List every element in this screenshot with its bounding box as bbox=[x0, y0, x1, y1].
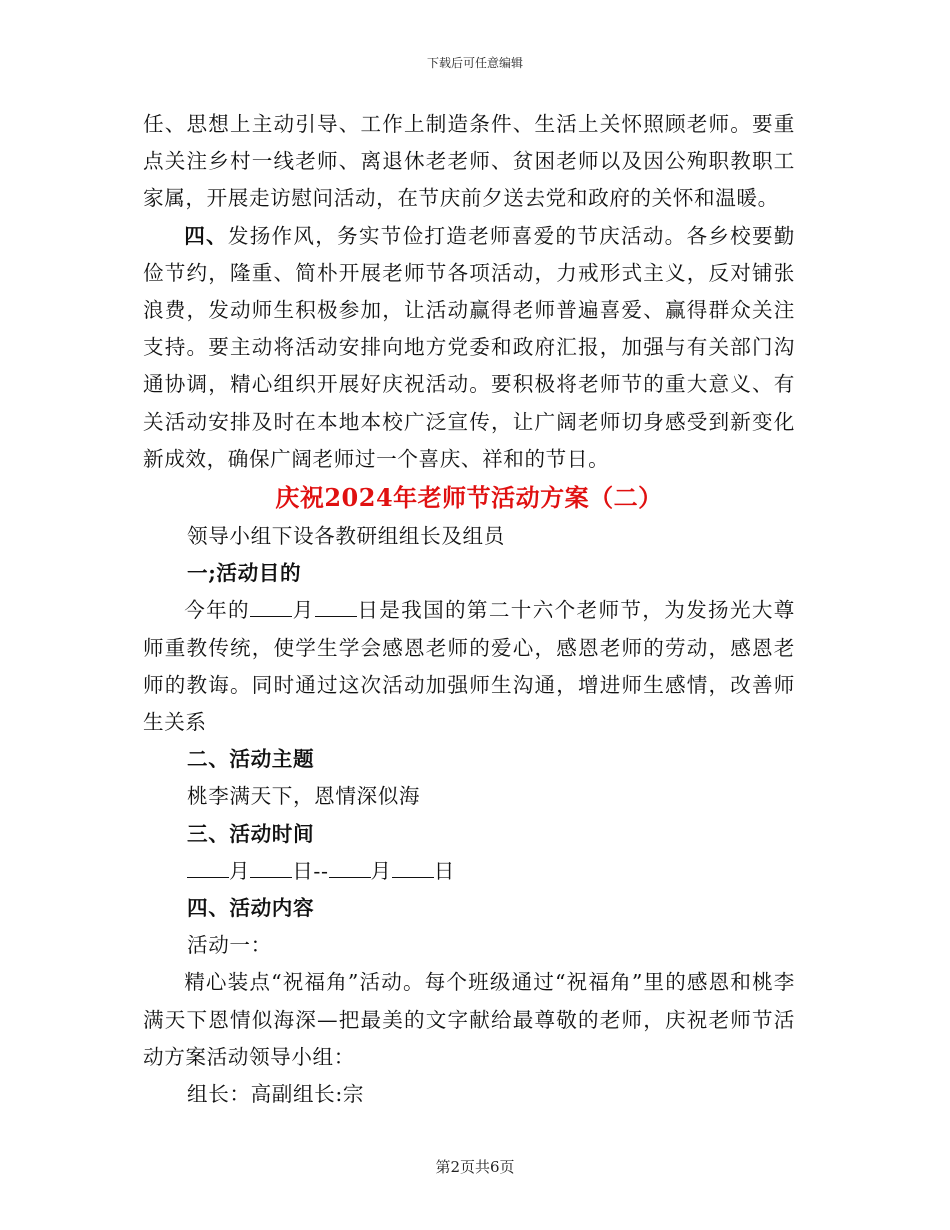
blank-line bbox=[250, 599, 292, 617]
date-month-2: 月 bbox=[370, 858, 392, 883]
paragraph-four bbox=[143, 218, 795, 478]
document-body bbox=[143, 106, 795, 1113]
blank-line bbox=[187, 860, 229, 878]
section-2-heading: 二、活动主题 bbox=[187, 747, 315, 772]
section-2-text: 桃李满天下，恩情深似海 bbox=[187, 784, 421, 809]
paragraph-four-lead: 四、 bbox=[184, 223, 228, 248]
paragraph-four-text: 发扬作风，务实节俭打造老师喜爱的节庆活动。各乡校要勤俭节约，隆重、简朴开展老师节各项活动，力戒形式主义，反对铺张浪费，发动师生积极参加，让活动赢得老师普遍喜爱、赢得群众关注支持。要主动将活动安排向地方党委和政府汇报，加强与有关部门沟通协调，精心组织开展好庆祝活动。要积极将老师节的重大意义、有关活动安排及时在本地本校广泛宣传，让广阔老师切身感受到新变化新成效，确保广阔老师过一个喜庆、祥和的节日。 bbox=[143, 223, 795, 471]
section-3-dates bbox=[143, 853, 795, 890]
page-footer: 第2页共6页 bbox=[435, 1158, 515, 1176]
section-1-text-a: 今年的 bbox=[184, 598, 250, 623]
blank-line bbox=[329, 860, 371, 878]
section-3-heading: 三、活动时间 bbox=[187, 821, 315, 846]
section-4-text: 精心装点“祝福角”活动。每个班级通过“祝福角”里的感恩和桃李满天下恩情似海深—把最美的文字献给最尊敬的老师，庆祝老师节活动方案活动领导小组： bbox=[143, 970, 795, 1069]
paragraph-continued: 任、思想上主动引导、工作上制造条件、生活上关怀照顾老师。要重点关注乡村一线老师、离退休老老师、贫困老师以及因公殉职教职工家属，开展走访慰问活动，在节庆前夕送去党和政府的关怀和温暖。 bbox=[143, 112, 795, 211]
activity-label: 活动一： bbox=[187, 933, 272, 958]
date-day: 日 bbox=[433, 858, 455, 883]
date-month: 月 bbox=[229, 858, 251, 883]
date-day-range: 日-- bbox=[292, 858, 329, 883]
group-line: 组长：高副组长:宗 bbox=[187, 1082, 365, 1107]
page-header: 下载后可任意编辑 bbox=[426, 56, 523, 70]
blank-line bbox=[315, 599, 357, 617]
blank-line bbox=[250, 860, 292, 878]
section-1-text bbox=[143, 592, 795, 741]
section-1-text-b: 月 bbox=[291, 598, 315, 623]
blank-line bbox=[392, 860, 434, 878]
section-1-text-c: 日是我国的第二十六个老师节，为发扬光大尊师重教传统，使学生学会感恩老师的爱心，感恩老师的劳动，感恩老师的教诲。同时通过这次活动加强师生沟通，增进师生感情，改善师生关系 bbox=[143, 598, 795, 735]
leader-line: 领导小组下设各教研组组长及组员 bbox=[187, 524, 505, 549]
section-1-heading: 一;活动目的 bbox=[187, 561, 302, 586]
document-title: 庆祝2024年老师节活动方案（二） bbox=[275, 483, 663, 513]
section-4-heading: 四、活动内容 bbox=[187, 896, 315, 921]
